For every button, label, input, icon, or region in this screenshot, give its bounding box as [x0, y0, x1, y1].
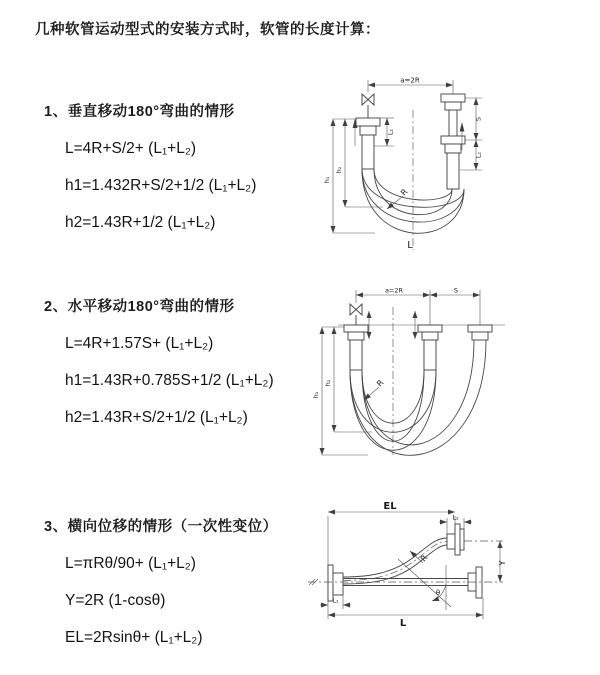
dimension-s [430, 287, 480, 296]
section-1-heading: 1、垂直移动180°弯曲的情形 [44, 104, 235, 120]
formula-line: L=4R+1.57S+ (L₁+L₂) [65, 335, 214, 352]
hose-curves [350, 340, 486, 455]
valve-icon [362, 94, 374, 118]
section-2-heading: 2、水平移动180°弯曲的情形 [44, 299, 235, 315]
pipe-fitting-left [344, 325, 368, 370]
radius-callout [364, 378, 386, 400]
dim-label-el: EL [383, 501, 397, 512]
formula-line: L=4R+S/2+ (L₁+L₂) [65, 140, 197, 157]
dim-label-h1: h₁ [323, 176, 331, 184]
diagram-lateral-displacement [300, 497, 600, 663]
formula-line: h2=1.43R+1/2 (L₁+L₂) [65, 214, 216, 231]
braided-hose-section [424, 340, 436, 370]
braided-hose-section [350, 340, 362, 370]
diagram-horizontal-180-bend [310, 283, 600, 471]
dimension-s [465, 98, 483, 140]
dim-label-l: L [399, 618, 407, 629]
dim-label-h2: h₂ [335, 166, 343, 174]
dim-label-l1: L₁ [386, 128, 395, 136]
formula-line: h2=1.43R+S/2+1/2 (L₁+L₂) [65, 409, 248, 426]
formula-line: L=πRθ/90+ (L₁+L₂) [65, 555, 196, 572]
dim-label-l2: L₂ [474, 151, 483, 159]
dim-label-h1: h₁ [312, 391, 320, 399]
radius-label: R [375, 378, 386, 389]
pipe-fitting-right [468, 325, 492, 340]
hose-s-curve [343, 538, 447, 584]
braided-hose-section [447, 153, 459, 189]
dim-label-s: S [474, 116, 483, 122]
radius-label: R [399, 187, 410, 198]
dimension-a2r [356, 287, 480, 326]
dim-label-y: Y [498, 560, 507, 566]
angle-label: θ [435, 589, 441, 597]
dimension-l2 [460, 140, 483, 170]
pipe-fitting-left [356, 118, 380, 169]
dimension-a2r [368, 77, 453, 97]
formula-line: Y=2R (1-cosθ) [65, 592, 166, 609]
section-3 [44, 515, 278, 656]
radius-label: R [418, 553, 430, 564]
dim-label-a2r: a=2R [384, 286, 404, 295]
valve-icon [350, 304, 362, 325]
formula-line: EL=2Rsinθ+ (L₁+L₂) [65, 629, 203, 646]
dimension-l [328, 598, 483, 629]
pipe-fitting-right [441, 94, 465, 189]
formula-line: h1=1.43R+0.785S+1/2 (L₁+L₂) [65, 372, 274, 389]
section-2 [44, 295, 274, 436]
section-3-heading: 3、横向位移的情形（一次性变位） [44, 519, 278, 535]
dim-label-h2: h₂ [324, 379, 332, 387]
length-label: L [407, 240, 413, 251]
formula-line: h1=1.432R+S/2+1/2 (L₁+L₂) [65, 177, 257, 194]
dimension-l1 [320, 595, 351, 609]
flange-lower-right [468, 567, 482, 598]
pipe-fitting-middle [418, 325, 442, 370]
dimension-h2 [324, 327, 372, 432]
dim-label-a2r: a=2R [400, 76, 420, 85]
dimension-el [328, 501, 455, 619]
flange-upper-right [447, 524, 503, 555]
page-title: 几种软管运动型式的安装方式时，软管的长度计算： [35, 22, 380, 38]
section-1 [44, 100, 256, 241]
dim-label-l1: L₁ [332, 596, 339, 605]
dim-label-l2: L₂ [452, 513, 459, 522]
dim-label-s: S [453, 286, 459, 295]
dimension-y [498, 541, 507, 582]
diagram-vertical-180-bend [313, 72, 595, 272]
braided-hose-section [362, 135, 374, 169]
